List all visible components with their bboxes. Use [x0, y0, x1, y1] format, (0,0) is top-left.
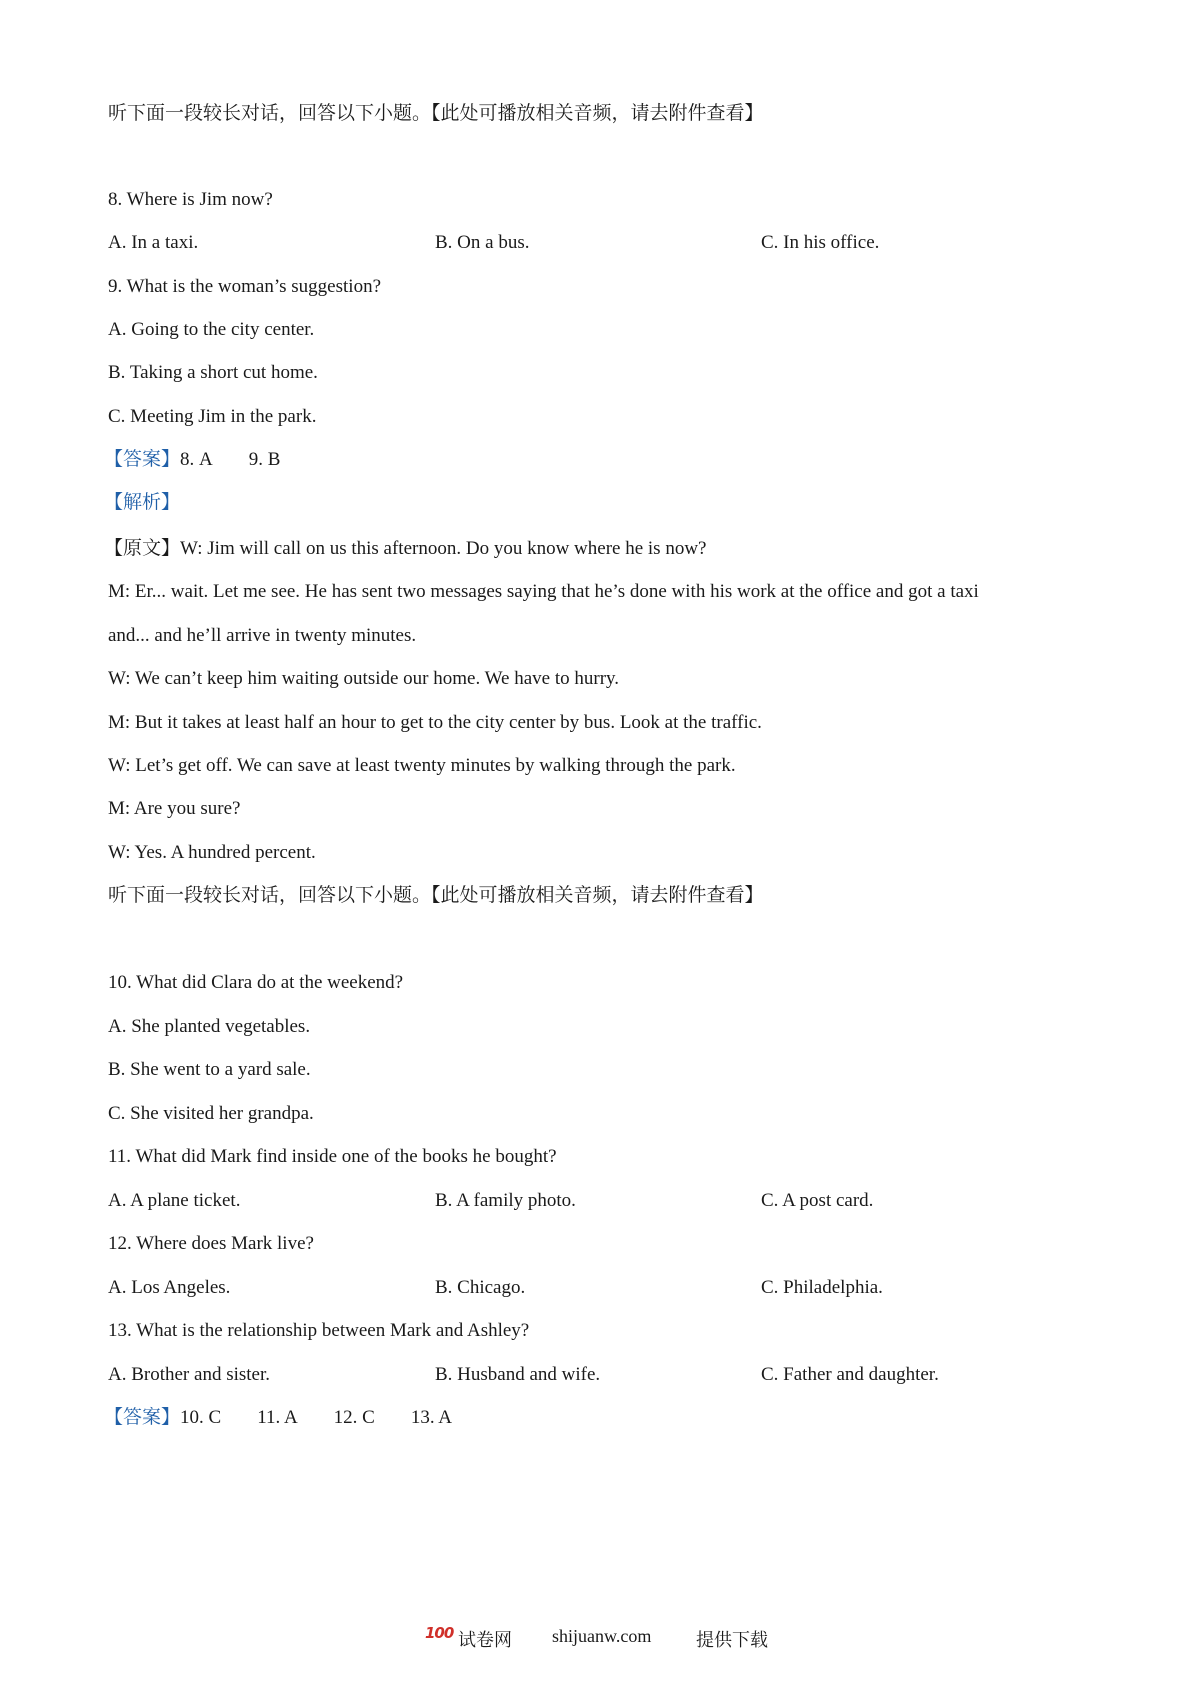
question-9-option-c: C. Meeting Jim in the park.	[108, 406, 317, 427]
script-line-6: W: Let’s get off. We can save at least twenty minutes by walking through the park.	[108, 755, 736, 776]
question-11-stem: 11. What did Mark find inside one of the books he bought?	[108, 1146, 557, 1167]
answer-line	[104, 448, 280, 472]
question-12-option-c: C. Philadelphia.	[761, 1277, 883, 1298]
page-footer	[0, 1624, 1191, 1654]
question-10-option-b: B. She went to a yard sale.	[108, 1059, 311, 1080]
question-11-option-a: A. A plane ticket.	[108, 1190, 241, 1211]
question-11-option-b: B. A family photo.	[435, 1190, 576, 1211]
question-13-option-b: B. Husband and wife.	[435, 1364, 601, 1385]
question-12-stem: 12. Where does Mark live?	[108, 1233, 314, 1254]
answer-12: 12. C	[333, 1407, 375, 1428]
question-9-option-b: B. Taking a short cut home.	[108, 362, 318, 383]
script-label: 【原文】	[104, 538, 181, 559]
section-intro: 听下面一段较长对话，回答以下小题。【此处可播放相关音频，请去附件查看】	[108, 103, 764, 124]
section-intro-2: 听下面一段较长对话，回答以下小题。【此处可播放相关音频，请去附件查看】	[108, 885, 764, 906]
answer-10: 10. C	[180, 1407, 222, 1428]
question-8-option-c: C. In his office.	[761, 232, 880, 253]
question-9-stem: 9. What is the woman’s suggestion?	[108, 276, 382, 297]
script-line-8: W: Yes. A hundred percent.	[108, 842, 316, 863]
script-line-3: and... and he’ll arrive in twenty minutes.	[108, 625, 417, 646]
answer-line-2	[104, 1406, 452, 1430]
answer-8: 8. A	[180, 449, 213, 470]
question-9-option-a: A. Going to the city center.	[108, 319, 315, 340]
script-line-7: M: Are you sure?	[108, 798, 241, 819]
question-12-option-a: A. Los Angeles.	[108, 1277, 231, 1298]
question-10-option-a: A. She planted vegetables.	[108, 1016, 311, 1037]
answer-11: 11. A	[257, 1407, 298, 1428]
question-13-stem: 13. What is the relationship between Mark and Ashley?	[108, 1320, 530, 1341]
question-12-option-b: B. Chicago.	[435, 1277, 526, 1298]
question-10-stem: 10. What did Clara do at the weekend?	[108, 972, 404, 993]
question-10-option-c: C. She visited her grandpa.	[108, 1103, 314, 1124]
question-13-option-c: C. Father and daughter.	[761, 1364, 939, 1385]
question-8-stem: 8. Where is Jim now?	[108, 189, 273, 210]
answer-9: 9. B	[248, 449, 281, 470]
footer-url[interactable]: shijuanw.com	[552, 1626, 652, 1646]
answer-label: 【答案】	[104, 449, 181, 470]
analysis-label: 【解析】	[104, 492, 181, 513]
question-11-option-c: C. A post card.	[761, 1190, 874, 1211]
script-line-5: M: But it takes at least half an hour to get to the city center by bus. Look at the traffic.	[108, 712, 762, 733]
question-8-option-b: B. On a bus.	[435, 232, 530, 253]
script-line-1	[104, 537, 706, 561]
script-text: W: Jim will call on us this afternoon. Do you know where he is now?	[180, 538, 707, 559]
script-line-4: W: We can’t keep him waiting outside our home. We have to hurry.	[108, 668, 620, 689]
question-13-option-a: A. Brother and sister.	[108, 1364, 271, 1385]
answer-13: 13. A	[410, 1407, 453, 1428]
answer-label-2: 【答案】	[104, 1407, 181, 1428]
site-logo-icon: 100	[425, 1624, 454, 1642]
footer-note: 提供下载	[696, 1630, 768, 1650]
site-logo-text: 试卷网	[458, 1630, 512, 1650]
script-line-2: M: Er... wait. Let me see. He has sent two messages saying that he’s done with his work at the office and got a taxi	[108, 581, 979, 602]
question-8-option-a: A. In a taxi.	[108, 232, 199, 253]
